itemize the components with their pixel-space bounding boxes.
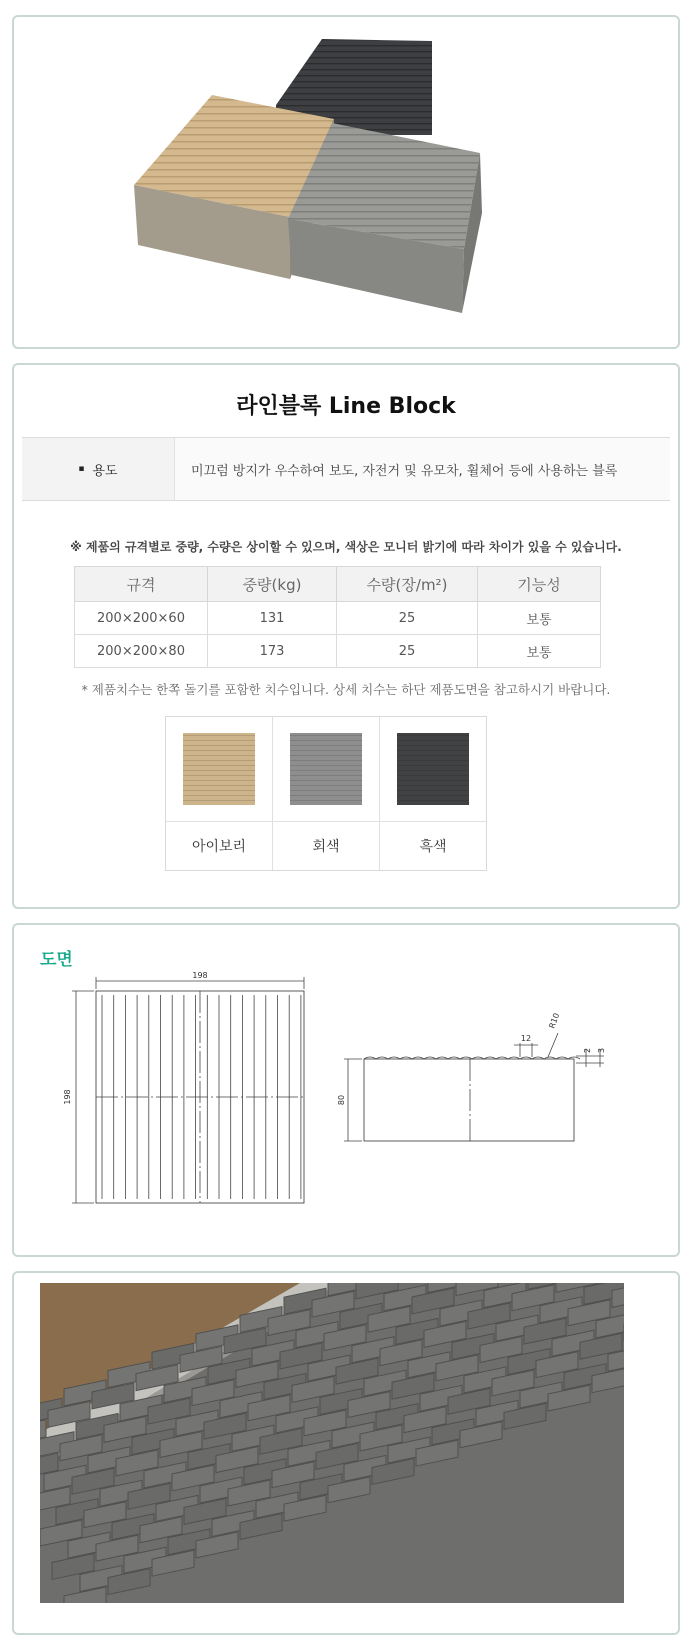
product-info-panel: [12, 363, 680, 909]
dim-thickness: 80: [337, 1094, 346, 1106]
spec-header-row: [75, 567, 601, 602]
table-cell: 131: [208, 602, 337, 635]
table-cell: 200×200×80: [75, 635, 208, 668]
color-name: 아이보리: [191, 839, 247, 855]
technical-drawing: [14, 925, 678, 1255]
spec-header: 수량(장/m²): [337, 567, 478, 602]
color-option-gray: [272, 717, 379, 870]
table-row: [75, 635, 601, 668]
product-title: 라인블록 Line Block: [236, 394, 456, 419]
table-cell: 200×200×60: [75, 602, 208, 635]
table-cell: 25: [337, 602, 478, 635]
dim-left-height: 198: [63, 1089, 72, 1105]
color-option-ivory: [166, 717, 272, 870]
installation-photo-panel: [12, 1271, 680, 1635]
drawing-panel: [12, 923, 680, 1257]
side-view: [337, 1012, 606, 1141]
color-swatch: [397, 733, 469, 805]
spec-header: 기능성: [478, 567, 601, 602]
dim-rib-pitch: 12: [520, 1034, 532, 1043]
dim-3: 3: [597, 1047, 606, 1053]
swatch-cell: [166, 717, 272, 822]
swatch-cell: [380, 717, 486, 822]
usage-text: 미끄럼 방지가 우수하여 보도, 자전거 및 유모차, 휠체어 등에 사용하는 블록: [175, 438, 670, 500]
swatch-cell: [273, 717, 379, 822]
dim-2: 2: [583, 1047, 592, 1053]
color-options: [165, 716, 487, 871]
usage-row: [22, 437, 670, 501]
color-swatch: [183, 733, 255, 805]
installation-photo: [40, 1283, 624, 1603]
bullet-icon: ▪: [78, 464, 85, 474]
table-row: [75, 602, 601, 635]
spec-table: [74, 566, 601, 668]
notice-text: ※ 제품의 규격별로 중량, 수량은 상이할 수 있으며, 색상은 모니터 밝기에 따라 차이가 있을 수 있습니다.: [70, 540, 622, 554]
usage-label-cell: [22, 438, 175, 500]
spec-header: 규격: [75, 567, 208, 602]
table-cell: 25: [337, 635, 478, 668]
color-option-black: [379, 717, 486, 870]
spec-header: 중량(kg): [208, 567, 337, 602]
drawing-title: 도면: [40, 950, 73, 970]
product-image-panel: [12, 15, 680, 349]
dim-radius: R10: [547, 1011, 562, 1030]
color-name: 흑색: [419, 839, 447, 855]
usage-label: 용도: [92, 463, 118, 479]
table-cell: 보통: [478, 635, 601, 668]
table-cell: 173: [208, 635, 337, 668]
color-swatch: [290, 733, 362, 805]
footnote-text: * 제품치수는 한쪽 돌기를 포함한 치수입니다. 상세 치수는 하단 제품도면을 참고하시기 바랍니다.: [81, 682, 611, 697]
dim-top-width: 198: [192, 971, 208, 980]
color-name: 회색: [312, 839, 340, 855]
table-cell: 보통: [478, 602, 601, 635]
top-view: [63, 971, 304, 1203]
product-photo: [14, 17, 678, 347]
